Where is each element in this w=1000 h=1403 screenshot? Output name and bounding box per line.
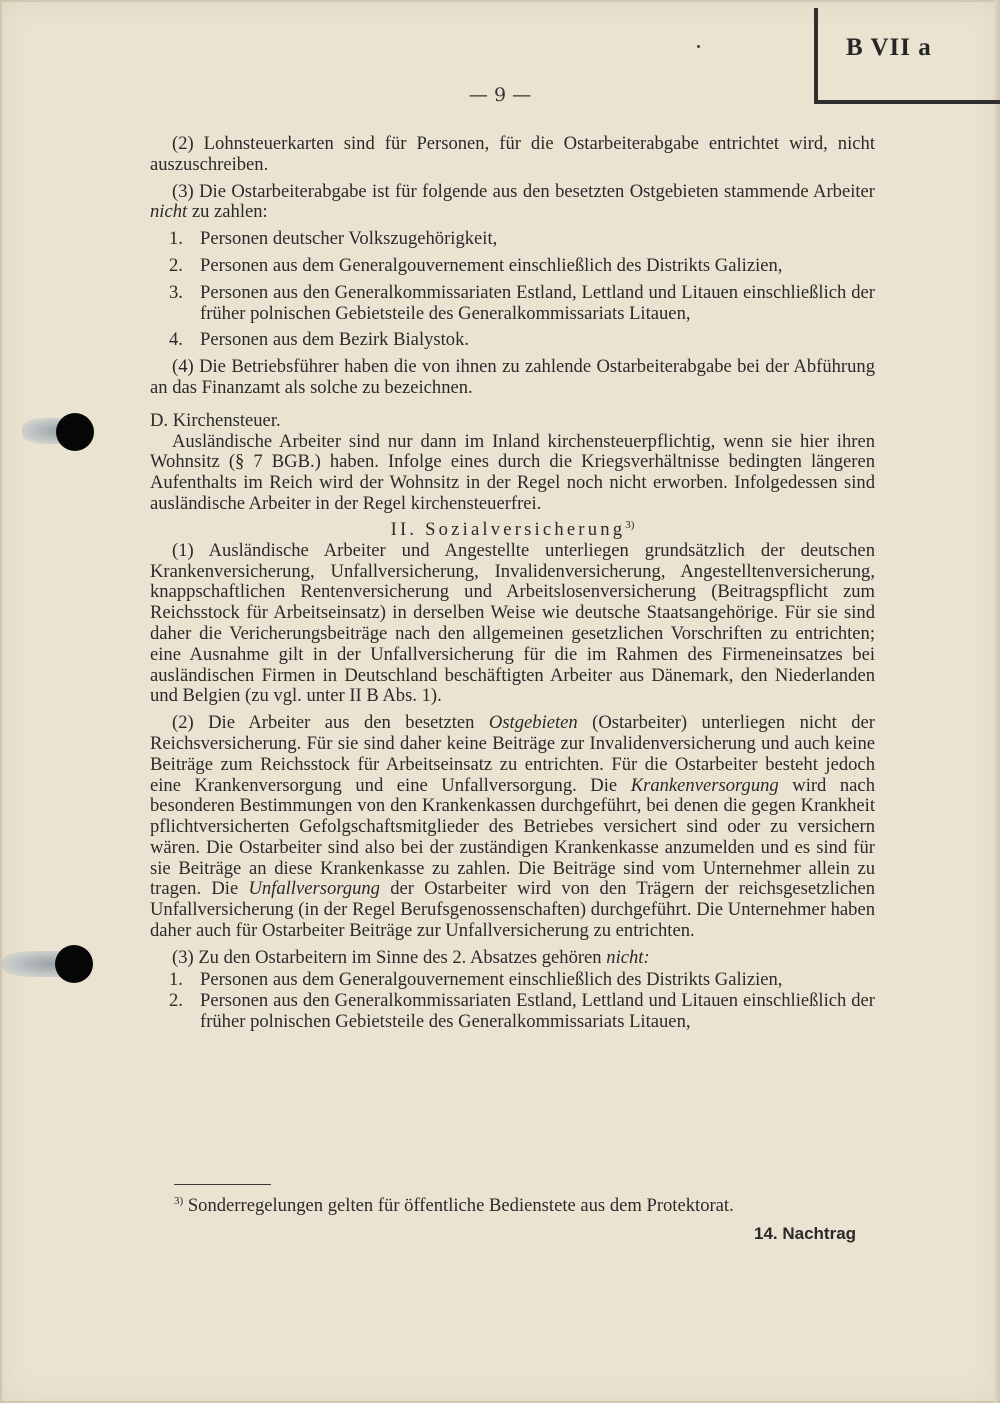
list-item: [150, 991, 875, 1033]
list-text: Personen aus den Generalkommissariaten Estland, Lettland und Litauen einschließlich der früher polnischen Gebietsteile des Generalkommissariats Litauen,: [200, 990, 875, 1033]
punch-hole-top: [56, 413, 94, 451]
paragraph: (2) Die Arbeiter aus den besetzten Ostgebieten (Ostarbeiter) unterliegen nicht der Reichsversicherung. Für sie sind daher keine Beiträge zur Invalidenversicherung und auch keine Beiträge zum Reichsstock für Arbeitseinsatz zu entrichten. Für die Ostarbeiter besteht jedoch eine Krankenversorgung und eine Unfallversorgung. Die Krankenversorgung wird nach besonderen Bestimmungen von den Krankenkassen durchgeführt, bei denen die gegen Krankheit pflichtversicherten Gefolgschaftsmitglieder des Betriebes versichert sind oder zu versichern wären. Die Ostarbeiter sind also bei der zuständigen Krankenkasse anzumelden und es sind für sie Beiträge an diese Krankenkasse zu zahlen. Die Beiträge sind vom Unternehmer allein zu tragen. Die Unfallversorgung der Ostarbeiter wird von den Trägern der reichsgesetzlichen Unfallversicherung (in der Regel Berufsgenossenschaften) durchgeführt. Die Unternehmer haben daher auch für Ostarbeiter Beiträge zur Unfallversicherung zu entrichten.: [150, 712, 875, 942]
footnote-text: Sonderregelungen gelten für öffentliche Bedienstete aus dem Protektorat.: [183, 1195, 734, 1217]
emphasis: Unfallversorgung: [248, 878, 380, 900]
list-text: Personen aus dem Bezirk Bialystok.: [200, 329, 470, 351]
list-item: [150, 330, 875, 351]
paragraph: (4) Die Betriebsführer haben die von ihnen zu zahlende Ostarbeiterabgabe bei der Abführung an das Finanzamt als solche zu bezeichnen.: [150, 356, 875, 398]
list-item: [150, 229, 875, 250]
paragraph: (2) Lohnsteuerkarten sind für Personen, für die Ostarbeiterabgabe entrichtet wird, nicht auszuschreiben.: [150, 133, 875, 175]
list-item: [150, 283, 875, 325]
paragraph: (3) Zu den Ostarbeitern im Sinne des 2. Absatzes gehören nicht:: [172, 946, 650, 968]
list-text: Personen aus dem Generalgouvernement einschließlich des Distrikts Galizien,: [200, 968, 783, 990]
paragraph: (3) Die Ostarbeiterabgabe ist für folgende aus den besetzten Ostgebieten stammende Arbeiter nicht zu zahlen:: [150, 180, 875, 223]
section-heading: II. Sozialversicherung$^{3)}$: [390, 518, 635, 540]
list-text: Personen aus dem Generalgouvernement einschließlich des Distrikts Galizien,: [200, 254, 783, 276]
list-number: 4.: [169, 329, 183, 351]
footnote-marker: 3): [174, 1195, 184, 1207]
footnote-divider: [174, 1184, 271, 1185]
list-number: 2.: [169, 254, 183, 276]
list-number: 1.: [169, 228, 183, 250]
list-number: 3.: [169, 281, 183, 303]
page-edge: [994, 0, 1000, 1403]
emphasis: Krankenversorgung: [630, 774, 779, 796]
list-text: Personen deutscher Volkszugehörigkeit,: [200, 228, 498, 250]
footnote-ref: 3): [625, 518, 635, 531]
page-number: — 9 —: [468, 84, 532, 106]
list-text: Personen aus den Generalkommissariaten Estland, Lettland und Litauen einschließlich der früher polnischen Gebietsteile des Generalkommissariats Litauen,: [200, 281, 875, 324]
paragraph: Ausländische Arbeiter sind nur dann im Inland kirchensteuerpflichtig, wenn sie hier ihren Wohnsitz (§ 7 BGB.) haben. Infolge eines durch die Kriegsverhältnisse bedingten längeren Aufenthalts im Reich wird der Wohnsitz in der Regel noch nicht erworben. Infolgedessen sind ausländische Arbeiter in der Regel kirchensteuerfrei.: [150, 430, 875, 514]
paper-speck: [697, 45, 700, 48]
supplement-label: 14. Nachtrag: [754, 1224, 857, 1243]
emphasis: Ostgebieten: [488, 712, 578, 734]
emphasis: nicht:: [606, 946, 650, 968]
list-number: 2.: [169, 990, 183, 1012]
list-item: [150, 970, 875, 991]
paragraph: (1) Ausländische Arbeiter und Angestellte unterliegen grundsätzlich der deutschen Krankenversicherung, Unfallversicherung, Invalidenversicherung, Angestelltenversicherung, knappschaftlichen Rentenversicherung und Arbeitslosenversicherung (Beitragspflicht zum Reichsstock für Arbeitseinsatz) in derselben Weise wie deutsche Staatsangehörige. Für sie sind daher die Vericherungsbeiträge nach den allgemeinen gesetzlichen Vorschriften zu entrichten; eine Ausnahme gilt in der Unfallversicherung für die im Rahmen des Firmeneinsatzes bei ausländischen Firmen in Deutschland beschäftigten Arbeiter aus Dänemark, den Niederlanden und Belgien (zu vgl. unter II B Abs. 1).: [150, 539, 875, 707]
list-item: [150, 256, 875, 277]
footnote: [174, 1190, 874, 1217]
emphasis: nicht: [150, 201, 188, 223]
section-subheading: D. Kirchensteuer.: [150, 409, 281, 431]
list-number: 1.: [169, 968, 183, 990]
punch-hole-bottom: [55, 945, 93, 983]
section-tab-label: B VII a: [846, 34, 932, 61]
document-body: [150, 134, 875, 1033]
